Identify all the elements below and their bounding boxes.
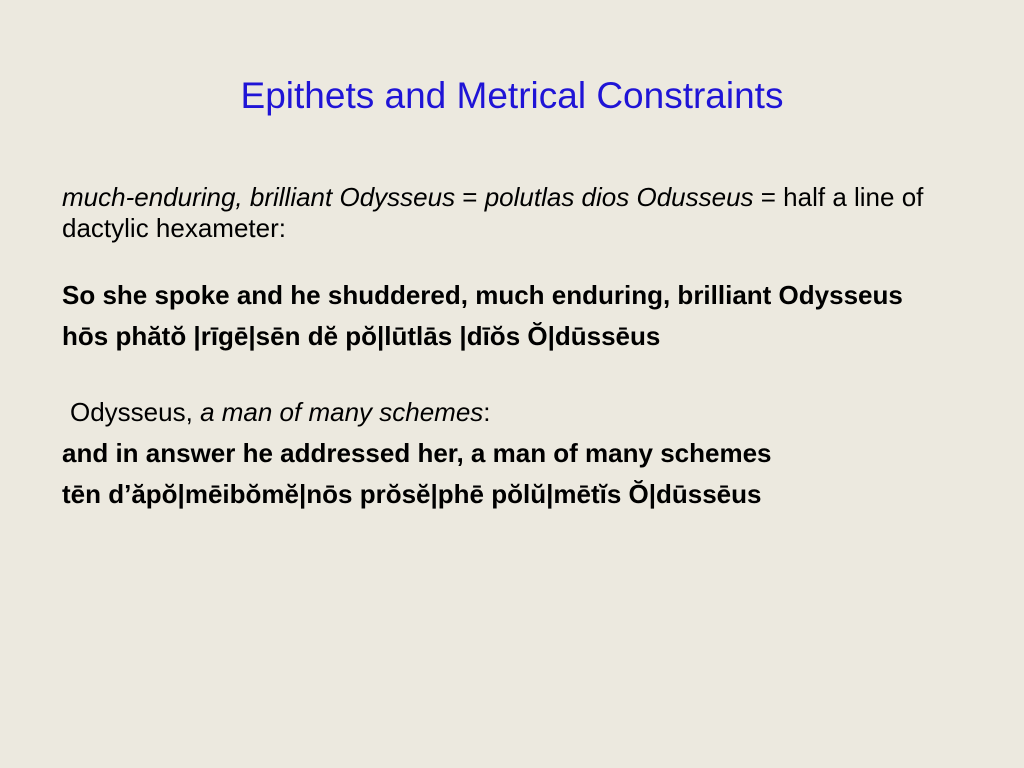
hexameter-note: = half a line of dactylic hexameter: [62,182,924,243]
equals-sign-1: = [455,182,485,212]
epithet-greek: polutlas dios Odusseus [484,182,754,212]
example1-english-line: So she spoke and he shuddered, much enduring, brilliant Odysseus [62,280,903,310]
example1-greek-scansion: hōs phătŏ |rīgē|sēn dĕ pŏ|lūtlās |dīŏs Ŏ|dūssēus [62,321,661,351]
epithet2-colon: : [483,397,491,427]
epithet2-intro-paragraph [62,397,962,428]
example2-greek-scansion: tēn d’ăpŏ|mēibŏmĕ|nōs prŏsĕ|phē pŏlŭ|mētĭs Ŏ|dūssēus [62,479,762,509]
slide-title: Epithets and Metrical Constraints [240,75,784,116]
example2-english-line: and in answer he addressed her, a man of many schemes [62,438,772,468]
epithet-intro-paragraph [62,182,962,244]
epithet-english: much-enduring, brilliant Odysseus [62,182,456,212]
epithet2-name: Odysseus, [70,397,201,427]
epithet2-phrase: a man of many schemes [200,397,484,427]
slide-body [62,182,962,510]
